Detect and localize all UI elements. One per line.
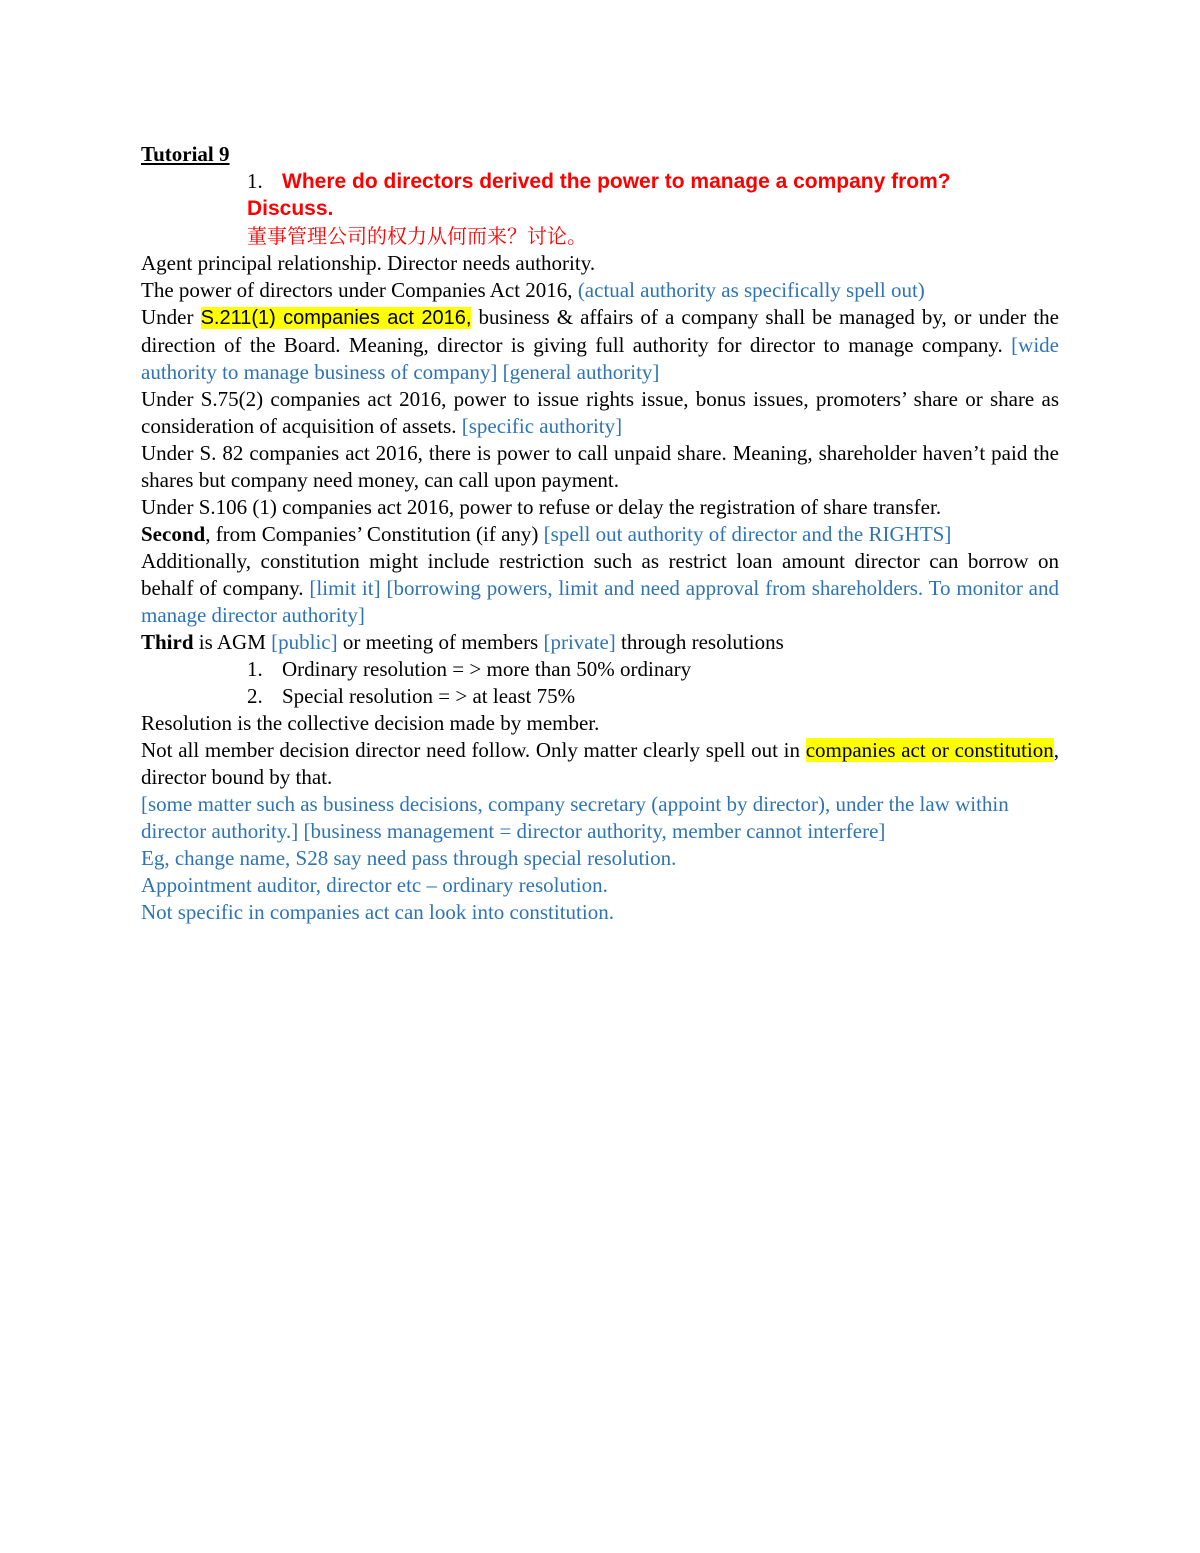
- document-title: Tutorial 9: [141, 142, 230, 166]
- list-item-number: 2.: [247, 684, 263, 708]
- paragraph-s211: [141, 304, 1059, 386]
- paragraph-third: [141, 629, 1059, 656]
- paragraph-third-text-a: is AGM: [193, 630, 272, 654]
- paragraph-third-text-c: through resolutions: [615, 630, 784, 654]
- paragraph-power: [141, 277, 1059, 304]
- question-text: [247, 168, 1059, 222]
- paragraph-power-text: The power of directors under Companies Act 2016,: [141, 278, 578, 302]
- document-page: [141, 141, 1059, 926]
- paragraph-resolution: Resolution is the collective decision made by member.: [141, 711, 600, 735]
- list-item-text: Special resolution = > at least 75%: [282, 684, 576, 708]
- note-actual-authority: (actual authority as specifically spell out): [577, 278, 925, 302]
- paragraph-s211-lead: Under: [141, 305, 201, 329]
- note-specific-authority: [specific authority]: [461, 414, 623, 438]
- question-number: 1.: [247, 169, 263, 193]
- paragraph-second-text: , from Companies’ Constitution (if any): [205, 522, 544, 546]
- paragraph-member-decision-text: Not all member decision director need follow. Only matter clearly spell out in: [141, 738, 806, 762]
- note-public: [public]: [271, 630, 338, 654]
- note-business-management: [some matter such as business decisions, company secretary (appoint by director), under the law within director authority.] [business management = director authority, member cannot interfere]: [141, 792, 1009, 843]
- label-second: Second: [141, 522, 206, 546]
- paragraph-agent: Agent principal relationship. Director needs authority.: [141, 251, 596, 275]
- paragraph-s75: [141, 386, 1059, 440]
- highlight-s211: S.211(1) companies act 2016,: [200, 307, 472, 329]
- paragraph-second: [141, 521, 1059, 548]
- note-change-name: Eg, change name, S28 say need pass through special resolution.: [141, 846, 677, 870]
- paragraph-additionally-text: Additionally, constitution might include restriction such as restrict loan amount director can borrow on behalf of company.: [141, 549, 1059, 600]
- note-general-authority: [wide authority to manage business of company] [general authority]: [141, 333, 1059, 384]
- paragraph-s106: Under S.106 (1) companies act 2016, power to refuse or delay the registration of share transfer.: [141, 495, 942, 519]
- question-text-line1: Where do directors derived the power to manage a company from?: [282, 170, 951, 193]
- note-constitution: Not specific in companies act can look into constitution.: [141, 900, 614, 924]
- question-chinese: 董事管理公司的权力从何而来？讨论。: [247, 224, 587, 248]
- highlight-companies-act: companies act or constitution: [805, 738, 1054, 762]
- paragraph-s211-text: business & affairs of a company shall be managed by, or under the direction of the Board. Meaning, director is giving full authority for director to manage company.: [141, 305, 1059, 357]
- question-item: [141, 168, 1059, 222]
- paragraph-s82: Under S. 82 companies act 2016, there is power to call unpaid share. Meaning, shareholder haven’t paid the shares but company need money, can call upon payment.: [141, 441, 1059, 492]
- note-borrowing-powers: [limit it] [borrowing powers, limit and need approval from shareholders. To monitor and manage director authority]: [141, 576, 1060, 627]
- note-private: [private]: [543, 630, 616, 654]
- paragraph-s75-text: Under S.75(2) companies act 2016, power to issue rights issue, bonus issues, promoters’ share or share as consideration of acquisition of assets.: [141, 387, 1059, 438]
- paragraph-member-decision: [141, 737, 1059, 791]
- list-item: [141, 656, 1059, 683]
- list-item: [141, 683, 1059, 710]
- paragraph-third-text-b: or meeting of members: [337, 630, 544, 654]
- note-rights: [spell out authority of director and the RIGHTS]: [543, 522, 952, 546]
- list-item-number: 1.: [247, 657, 263, 681]
- paragraph-additionally: [141, 548, 1059, 629]
- list-item-text: Ordinary resolution = > more than 50% ordinary: [282, 657, 692, 681]
- question-text-line2: Discuss.: [247, 197, 334, 220]
- note-appointment-auditor: Appointment auditor, director etc – ordinary resolution.: [141, 873, 608, 897]
- paragraph-member-decision-end: , director bound by that.: [141, 738, 1059, 789]
- label-third: Third: [141, 630, 194, 654]
